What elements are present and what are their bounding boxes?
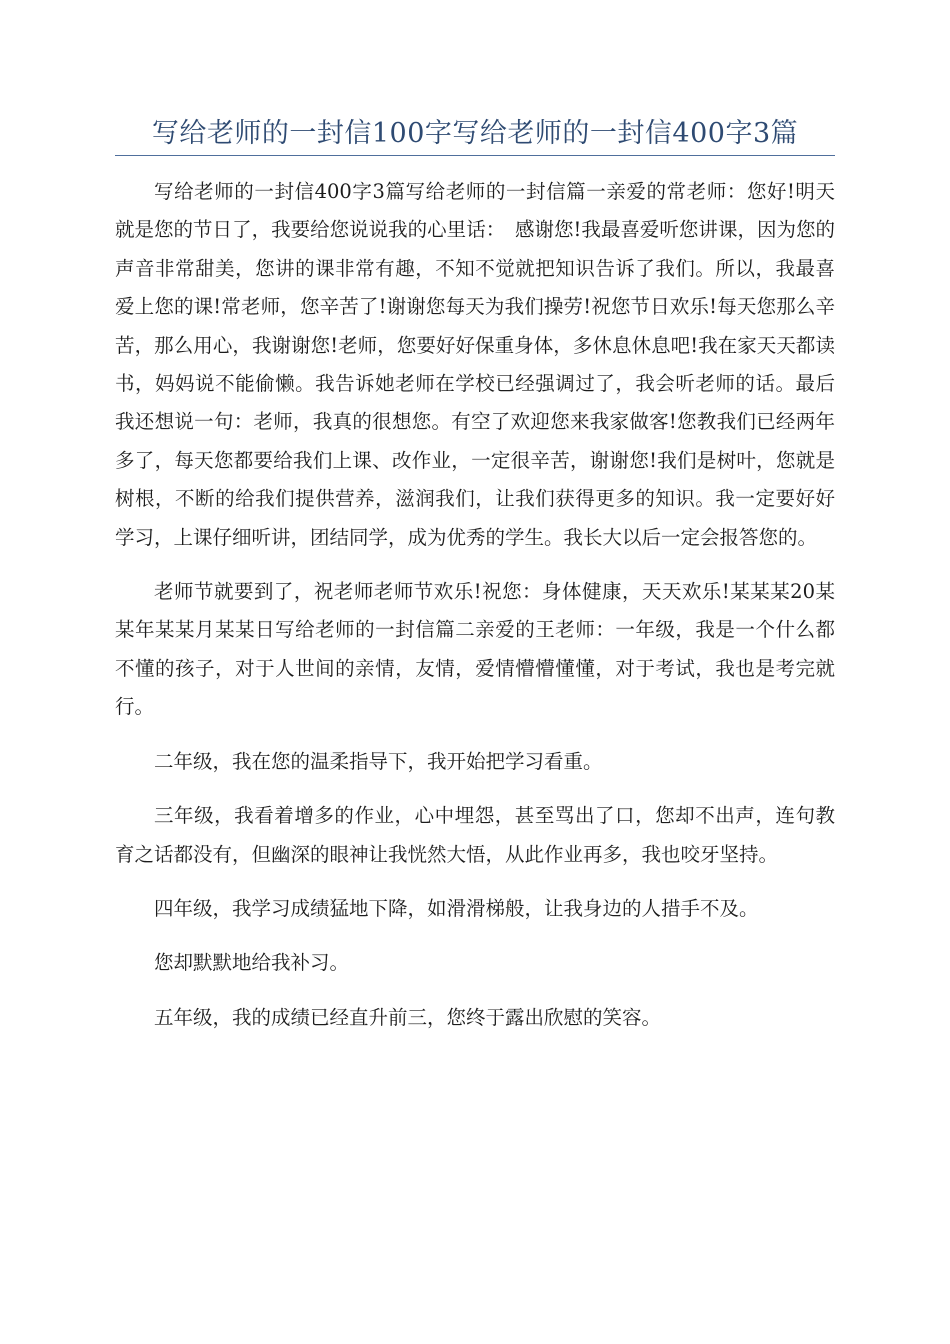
paragraph: 二年级，我在您的温柔指导下，我开始把学习看重。 [154, 749, 603, 773]
paragraph: 老师节就要到了，祝老师老师节欢乐!祝您：身体健康，天天欢乐!某某某20某某年某某月某某日写给老师的一封信篇二亲爱的王老师：一年级，我是一个什么都不懂的孩子，对于人世间的亲情，友情，爱情懵懵懂懂，对于考试，我也是考完就行。 [115, 580, 835, 719]
paragraph: 您却默默地给我补习。 [154, 951, 350, 975]
paragraph: 三年级，我看着增多的作业，心中埋怨，甚至骂出了口，您却不出声，连句教育之话都没有，但幽深的眼神让我恍然大悟，从此作业再多，我也咬牙坚持。 [115, 804, 835, 866]
title-underline [115, 155, 835, 156]
document-body [115, 173, 835, 1053]
paragraph: 五年级，我的成绩已经直升前三，您终于露出欣慰的笑容。 [154, 1005, 662, 1029]
paragraph: 四年级，我学习成绩猛地下降，如滑滑梯般，让我身边的人措手不及。 [154, 896, 759, 920]
paragraph: 写给老师的一封信400字3篇写给老师的一封信篇一亲爱的常老师：您好!明天就是您的节日了，我要给您说说我的心里话： 感谢您!我最喜爱听您讲课，因为您的声音非常甜美，您讲的课非常有趣，不知不觉就把知识告诉了我们。所以，我最喜爱上您的课!常老师，您辛苦了!谢谢您每天为我们操劳!祝您节日欢乐!每天您那么辛苦，那么用心，我谢谢您!老师，您要好好保重身体，多休息休息吧!我在家天天都读书，妈妈说不能偷懒。我告诉她老师在学校已经强调过了，我会听老师的话。最后我还想说一句：老师，我真的很想您。有空了欢迎您来我家做客!您教我们已经两年多了，每天您都要给我们上课、改作业，一定很辛苦，谢谢您!我们是树叶，您就是树根，不断的给我们提供营养，滋润我们，让我们获得更多的知识。我一定要好好学习，上课仔细听讲，团结同学，成为优秀的学生。我长大以后一定会报答您的。 [115, 180, 835, 549]
document-title: 写给老师的一封信100字写给老师的一封信400字3篇 [151, 118, 799, 149]
